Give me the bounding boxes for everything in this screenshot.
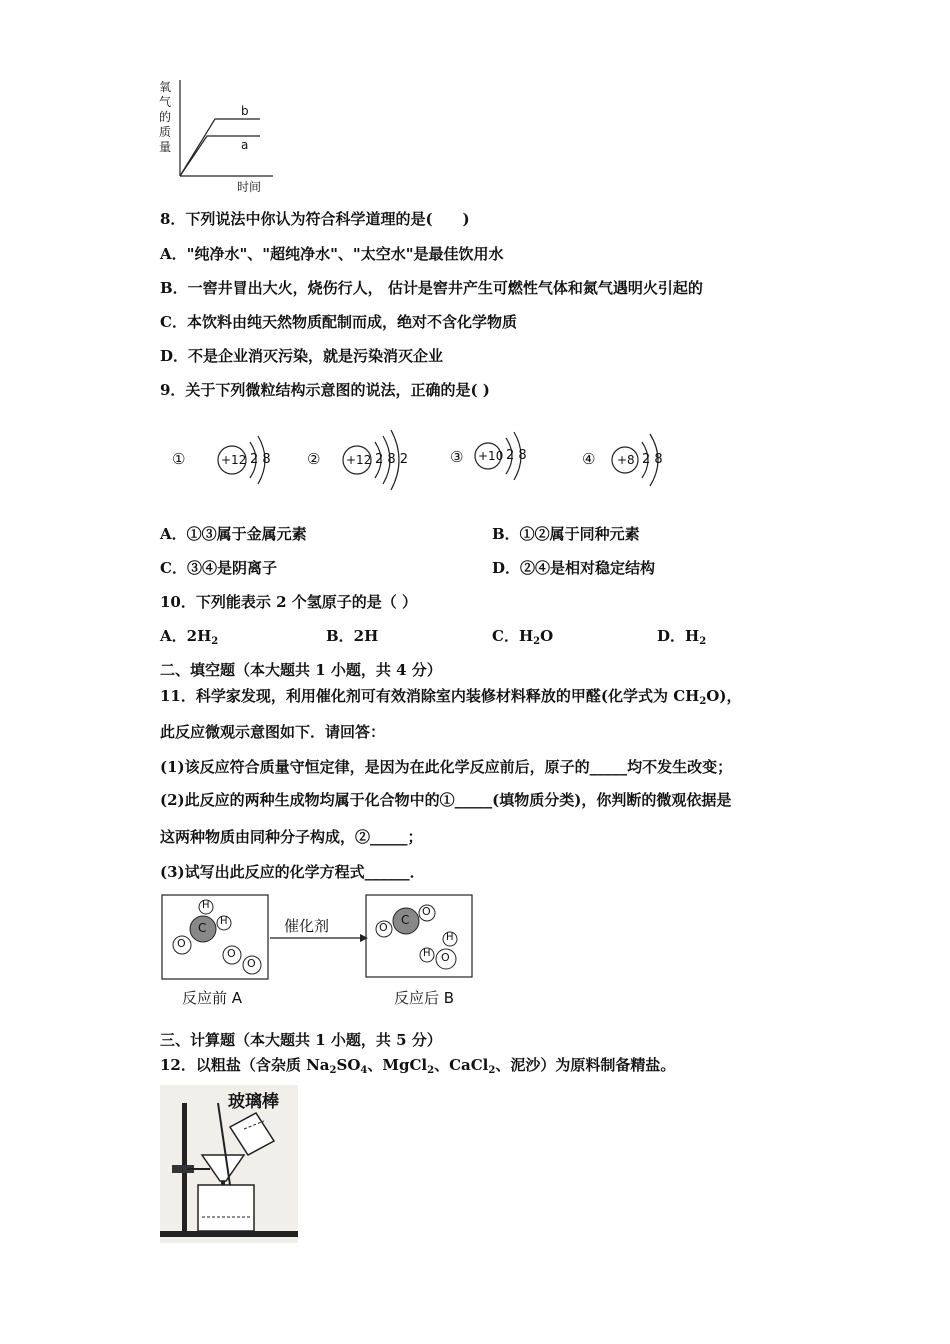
q12-text-3: 、MgCl (367, 1056, 428, 1074)
q10-option-a (160, 626, 218, 652)
particle-diagrams (160, 420, 720, 500)
label-o-before-1: O (177, 937, 186, 950)
label-o-after-1: O (422, 905, 431, 918)
q11-part2-cont: 这两种物质由同种分子构成，②_____； (160, 828, 423, 846)
particle-1-number: ① (172, 450, 186, 468)
caption-before: 反应前 A (182, 989, 243, 1007)
q11-part3: (3)试写出此反应的化学方程式______． (160, 863, 425, 881)
q10-a-text: A．2H (160, 627, 212, 645)
ylabel-char: 量 (159, 140, 172, 154)
particle-2 (305, 420, 435, 500)
particle-2-nucleus: +12 (346, 453, 372, 467)
q10-option-b: B．2H (326, 627, 379, 645)
particle-2-shells: 2 8 2 (375, 452, 409, 467)
q10-option-d (657, 626, 706, 652)
oxygen-graph (155, 78, 275, 196)
q8-stem: 8．下列说法中你认为符合科学道理的是( ) (160, 210, 470, 228)
ylabel-char: 质 (159, 125, 172, 139)
q10-d-sub: 2 (699, 636, 707, 647)
q12-text-2: SO (336, 1056, 361, 1074)
q8-option-b: B．一窖井冒出大火，烧伤行人， 估计是窖井产生可燃性气体和氮气遇明火引起的 (160, 279, 703, 297)
q10-c-post: O (540, 627, 554, 645)
particle-3-shells: 2 8 (506, 448, 527, 463)
q9-stem: 9．关于下列微粒结构示意图的说法，正确的是( ) (160, 381, 490, 399)
label-o-after-2: O (379, 921, 388, 934)
particle-3 (448, 420, 568, 500)
ylabel-char: 气 (159, 95, 172, 109)
label-h-after-1: H (423, 948, 431, 959)
q11-line2: 此反应微观示意图如下．请回答： (160, 723, 386, 741)
q11-part2: (2)此反应的两种生成物均属于化合物中的①_____(填物质分类)，你判断的微观依据是 (160, 791, 732, 809)
q8-option-c: C．本饮料由纯天然物质配制而成，绝对不含化学物质 (160, 313, 517, 331)
particle-4-number: ④ (582, 450, 596, 468)
label-c-before: C (198, 921, 207, 935)
graph-xlabel: 时间 (237, 180, 262, 194)
q10-d-text: D．H (657, 627, 700, 645)
particle-4-nucleus: +8 (617, 453, 635, 467)
particle-1 (170, 420, 290, 500)
label-o-after-3: O (441, 951, 450, 964)
particle-4-shells: 2 8 (642, 452, 663, 467)
q12-text-4: 、CaCl (434, 1056, 489, 1074)
particle-3-number: ③ (450, 448, 464, 466)
pouring-beaker (230, 1113, 274, 1155)
stand-base (160, 1231, 298, 1237)
graph-label-b: b (241, 104, 249, 118)
q12-text-5: 、泥沙）为原料制备精盐。 (495, 1056, 676, 1074)
ylabel-char: 的 (159, 110, 172, 124)
q11-part1: (1)该反应符合质量守恒定律，是因为在此化学反应前后，原子的_____均不发生改变； (160, 758, 733, 776)
q8-option-d: D．不是企业消灭污染，就是污染消灭企业 (160, 347, 444, 365)
label-o-before-3: O (247, 957, 256, 970)
q12-sub-4: 2 (488, 1065, 496, 1076)
label-c-after: C (401, 913, 410, 927)
reaction-diagram (160, 893, 480, 1013)
q12-text-1: 12．以粗盐（含杂质 Na (160, 1056, 330, 1074)
label-h-before-2: H (220, 916, 228, 927)
q10-c-sub: 2 (533, 636, 541, 647)
particle-3-nucleus: +10 (478, 449, 504, 463)
q9-option-d: D．②④是相对稳定结构 (492, 559, 656, 577)
glass-rod-label: 玻璃棒 (228, 1092, 279, 1112)
label-h-before-1: H (202, 900, 210, 911)
particle-2-number: ② (307, 450, 321, 468)
q10-a-sub: 2 (211, 636, 219, 647)
section-2-heading: 二、填空题（本大题共 1 小题，共 4 分） (160, 661, 442, 679)
filtration-figure (160, 1085, 298, 1243)
catalyst-label: 催化剂 (284, 917, 330, 935)
q9-option-a: A．①③属于金属元素 (160, 525, 307, 543)
ylabel-char: 氧 (159, 80, 172, 94)
graph-ylabel (159, 80, 173, 155)
q11-stem-text: 11．科学家发现，利用催化剂可有效消除室内装修材料释放的甲醛(化学式为 CH (160, 687, 700, 705)
label-o-before-2: O (227, 947, 236, 960)
q12-sub-3: 2 (427, 1065, 435, 1076)
q11-stem-post: O)， (706, 687, 742, 705)
q8-option-a: A．"纯净水"、"超纯净水"、"太空水"是最佳饮用水 (160, 245, 504, 263)
q10-c-text: C．H (492, 627, 534, 645)
caption-after: 反应后 B (394, 989, 455, 1007)
q11-stem-sub: 2 (699, 696, 707, 707)
q10-stem: 10．下列能表示 2 个氢原子的是（ ） (160, 593, 417, 611)
particle-1-nucleus: +12 (221, 453, 247, 467)
q10-option-c (492, 626, 553, 652)
q12-sub-1: 2 (329, 1065, 337, 1076)
graph-label-a: a (241, 138, 249, 152)
particle-4 (580, 420, 700, 500)
particle-4-svg (580, 420, 700, 500)
particle-1-shells: 2 8 (250, 452, 271, 467)
beaker (198, 1185, 254, 1231)
q12-sub-2: 4 (360, 1065, 368, 1076)
q9-option-c: C．③④是阴离子 (160, 559, 277, 577)
section-3-heading: 三、计算题（本大题共 1 小题，共 5 分） (160, 1031, 442, 1049)
q12-stem (160, 1055, 675, 1081)
label-h-after-2: H (446, 932, 454, 943)
q9-option-b: B．①②属于同种元素 (492, 525, 640, 543)
q11-stem (160, 686, 741, 712)
